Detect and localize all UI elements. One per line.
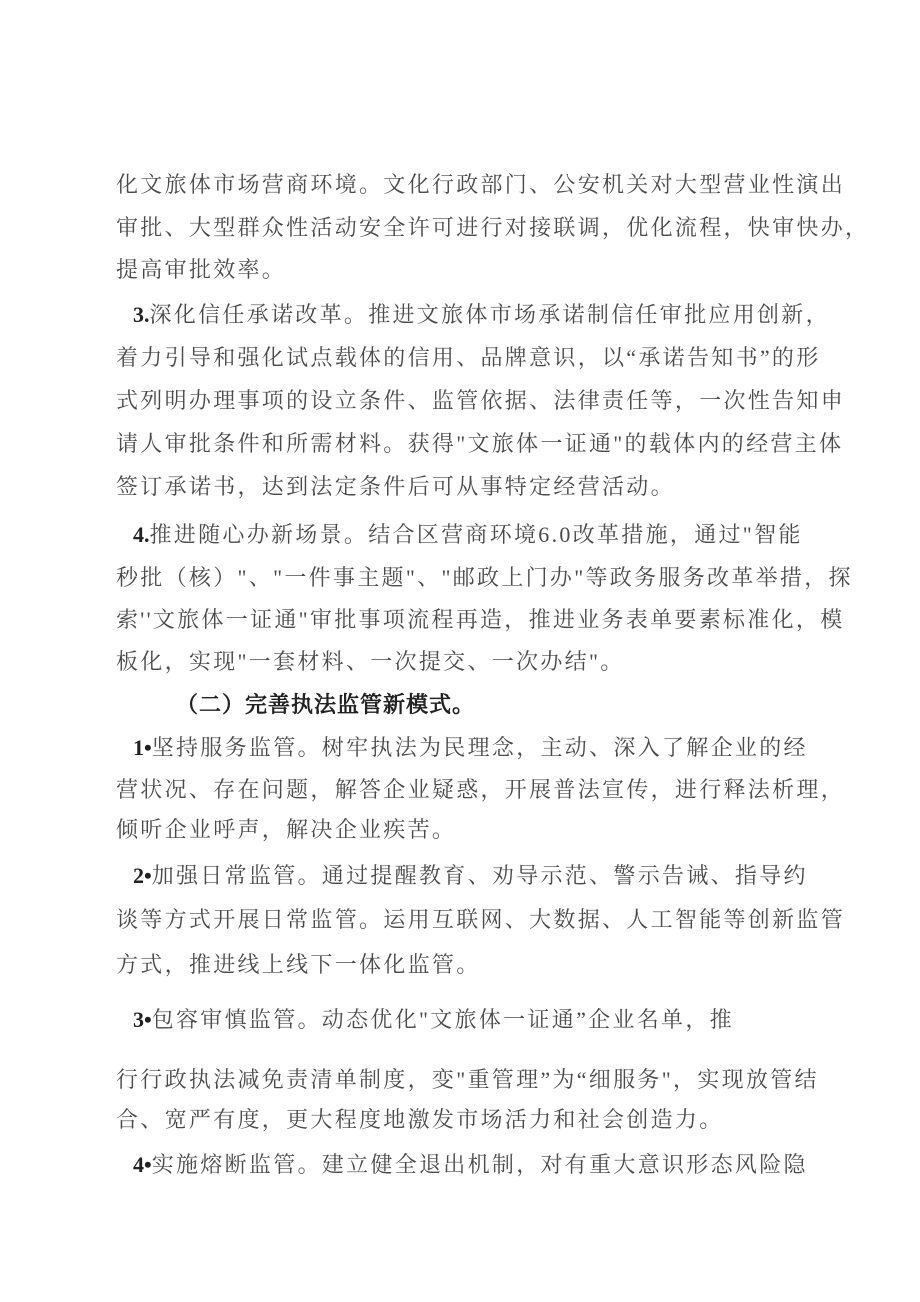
text-span: 加强日常监管。通过提醒教育、劝导示范、警示告诫、指导约 [151, 863, 808, 888]
paragraph-2-first-line [133, 861, 853, 891]
section-heading: （二）完善执法监管新模式。 [176, 692, 476, 717]
item-number: 4• [133, 1152, 152, 1177]
text-line: 营状况、存在问题，解答企业疑惑，开展普法宣传，进行释法析理， [116, 777, 846, 802]
text-line: 方式，推进线上线下一体化监管。 [116, 952, 481, 977]
text-line: 索''文旅体一证通"审批事项流程再造，推进业务表单要素标准化，模 [116, 607, 845, 632]
text-line: 合、宽严有度，更大程度地激发市场活力和社会创造力。 [116, 1107, 724, 1132]
paragraph-3b-first-line [133, 1005, 853, 1035]
text-line: 审批、大型群众性活动安全许可进行对接联调，优化流程，快审快办， [116, 215, 870, 240]
text-line: 秒批（核）"、"一件事主题"、"邮政上门办"等政务服务改革举措，探 [116, 565, 853, 590]
item-number: 3• [133, 1007, 152, 1032]
paragraph-3-first-line [133, 300, 853, 330]
text-line: 化文旅体市场营商环境。文化行政部门、公安机关对大型营业性演出 [116, 172, 846, 197]
item-number: 1• [133, 735, 152, 760]
paragraph-4b-first-line [133, 1150, 853, 1180]
text-span: 实施熔断监管。建立健全退出机制，对有重大意识形态风险隐 [151, 1152, 808, 1177]
item-number: 3. [133, 302, 150, 327]
text-line: 式列明办理事项的设立条件、监管依据、法律责任等，一次性告知申 [116, 388, 846, 413]
text-line: 提高审批效率。 [116, 257, 287, 282]
paragraph-1-first-line [133, 733, 853, 763]
item-number: 2• [133, 863, 152, 888]
text-span: 深化信任承诺改革。推进文旅体市场承诺制信任审批应用创新， [149, 302, 830, 327]
paragraph-4-first-line [133, 520, 853, 550]
text-span: 包容审慎监管。动态优化"文旅体一证通”企业名单，推 [151, 1007, 734, 1032]
item-number: 4. [133, 522, 150, 547]
text-line: 请人审批条件和所需材料。获得"文旅体一证通"的载体内的经营主体 [116, 431, 844, 456]
text-line: 着力引导和强化试点载体的信用、品牌意识，以“承诺告知书”的形 [116, 345, 821, 370]
text-line: 谈等方式开展日常监管。运用互联网、大数据、人工智能等创新监管 [116, 907, 846, 932]
text-line: 签订承诺书，达到法定条件后可从事特定经营活动。 [116, 474, 675, 499]
text-span: 推进随心办新场景。结合区营商环境6.0改革措施，通过"智能 [149, 522, 803, 547]
text-span: 坚持服务监管。树牢执法为民理念，主动、深入了解企业的经 [151, 735, 808, 760]
text-line: 板化，实现"一套材料、一次提交、一次办结"。 [116, 649, 625, 674]
text-line: 倾听企业呼声，解决企业疾苦。 [116, 817, 457, 842]
text-line: 行行政执法减免责清单制度，变"重管理”为“细服务"，实现放管结 [116, 1067, 819, 1092]
